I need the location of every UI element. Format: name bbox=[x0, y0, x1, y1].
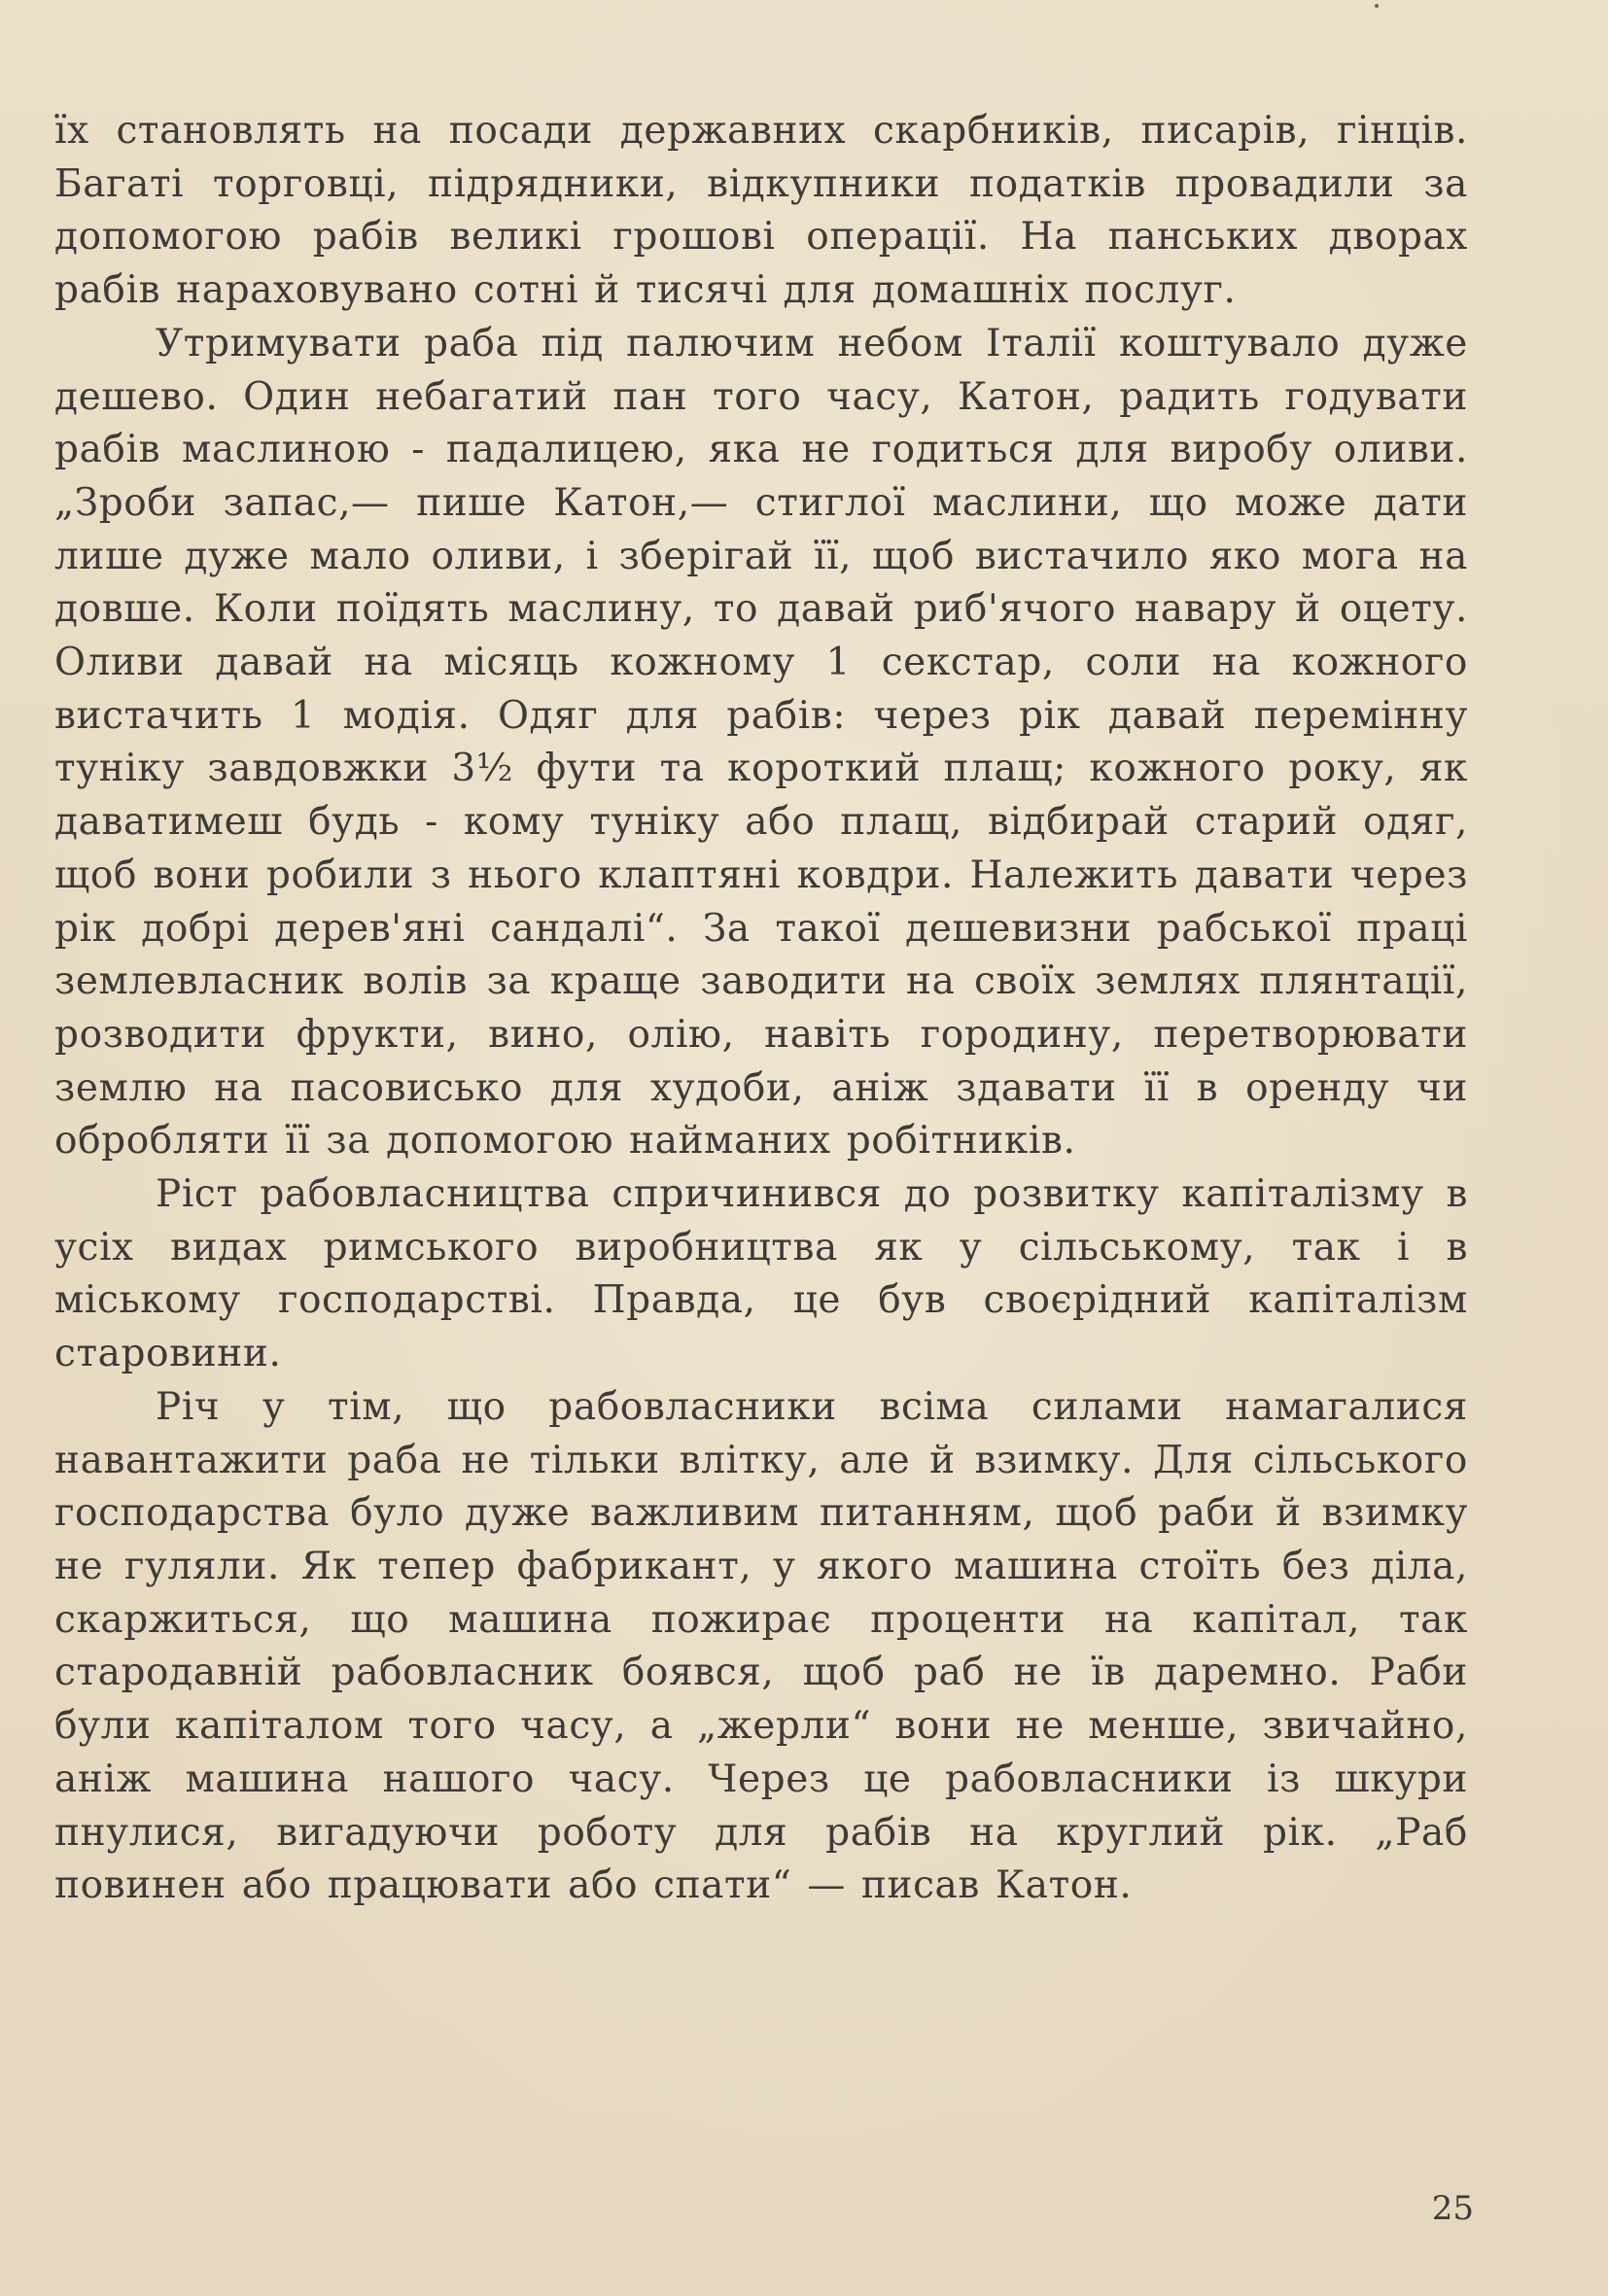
body-text bbox=[54, 105, 1468, 1913]
page-number: 25 bbox=[1431, 2189, 1474, 2228]
paragraph-winter-work: Річ у тім, що рабовласники всіма силами намагалися навантажити раба не тільки влітку, але й взимку. Для сільського господарства було дуже важливим питанням, щоб раби й взимку не гуляли. Як тепер фабрикант, у якого машина стоїть без діла, скаржиться, що машина пожирає проценти на капітал, так стародавній рабовласник боявся, щоб раб не їв даремно. Раби були капіталом того часу, а „жерли“ вони не менше, звичайно, аніж машина нашого часу. Через це рабовласники із шкури пнулися, вигадуючи роботу для рабів на круглий рік. „Раб повинен або працювати або спати“ — писав Катон. bbox=[54, 1384, 1468, 1908]
paragraph-cato-rations: Утримувати раба під палючим небом Італії коштувало дуже дешево. Один небагатий пан того часу, Катон, радить годувати рабів маслиною - падалицею, яка не годиться для виробу оливи. „Зроби запас,— пише Катон,— стиглої маслини, що може дати лише дуже мало оливи, і зберігай її, щоб вистачило яко мога на довше. Коли поїдять маслину, то давай риб'ячого навару й оцету. Оливи давай на місяць кожному 1 секстар, соли на кожного вистачить 1 модія. Одяг для рабів: через рік давай перемінну туніку завдовжки 3½ фути та короткий плащ; кожного року, як даватимеш будь - кому туніку або плащ, відбирай старий одяг, щоб вони робили з нього клаптяні ковдри. Належить давати через рік добрі дерев'яні сандалі“. За такої дешевизни рабської праці землевласник волів за краще заводити на своїх землях плянтації, розводити фрукти, вино, олію, навіть городину, перетворювати землю на пасовисько для худоби, аніж здавати її в оренду чи обробляти її за допомогою найманих робітників. bbox=[54, 321, 1468, 1164]
paragraph-continuation: їх становлять на посади державних скарбників, писарів, гінців. Багаті торговці, підрядники, відкупники податків провадили за допомогою рабів великі грошові операції. На панських дворах рабів нараховувано сотні й тисячі для домашніх послуг. bbox=[54, 109, 1468, 313]
paragraph-slavery-capitalism: Ріст рабовласництва спричинився до розвитку капіталізму в усіх видах римського виробництва як у сільському, так і в міському господарстві. Правда, це був своєрідний капіталізм старовини. bbox=[54, 1172, 1468, 1376]
ink-speck bbox=[1375, 4, 1379, 8]
